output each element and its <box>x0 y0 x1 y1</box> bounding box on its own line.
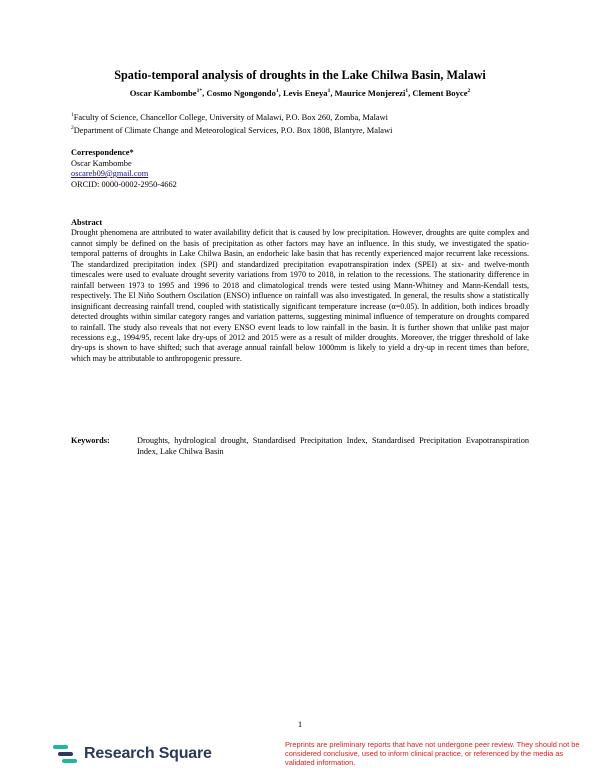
author-name: Clement Boyce <box>412 88 468 98</box>
keywords-text: Droughts, hydrological drought, Standardised Precipitation Index, Standardised Precipitation Evapotranspiration Index, Lake Chilwa Basin <box>137 436 529 456</box>
correspondence-name: Oscar Kambombe <box>71 158 132 168</box>
author-name: Maurice Monjerezi <box>334 88 406 98</box>
author-name: Cosmo Ngongondo <box>206 88 276 98</box>
abstract-text: Drought phenomena are attributed to water availability deficit that is caused by low precipitation. However, droughts are quite complex and cannot simply be defined on the basis of precipitation as other factors may have an influence. In this study, we investigated the spatio-temporal patterns of droughts in Lake Chilwa Basin, an endorheic lake basin that has recently experienced major recurrent lake recessions. The standardized precipitation index (SPI) and standardized precipitation evapotranspiration index (SPEI) at six- and twelve-month timescales were used to evaluate drought severity variations from 1970 to 2018, in relation to the recessions. The stationarity difference in rainfall between 1973 to 1995 and 1996 to 2018 and climatological trends were tested using Mann-Whitney and Mann-Kendall tests, respectively. The El Niño Southern Oscilation (ENSO) influence on rainfall was also investigated. In general, the results show a statistically insignificant decreasing rainfall trend, coupled with statistically significant temperature increase (α=0.05). In addition, both indices broadly detected droughts within similar category ranges and variation patterns, suggesting minimal influence of temperature on droughts compared to rainfall. The study also reveals that not every ENSO event leads to low rainfall in the basin. It is further shown that unlike past major recessions e.g., 1994/95, recent lake dry-ups of 2012 and 2015 were as a result of milder droughts. Moreover, the trigger threshold of lake dry-ups is shown to have shifted; such that average annual rainfall below 1000mm is likely to yield a dry-up in recent times than before, which may be attributable to anthropogenic pressure. <box>71 228 529 363</box>
correspondence-block <box>71 148 177 190</box>
correspondence-orcid: ORCID: 0000-0002-2950-4662 <box>71 179 177 189</box>
affiliation-text: Faculty of Science, Chancellor College, University of Malawi, P.O. Box 260, Zomba, Malawi <box>73 112 388 122</box>
author-list: Oscar Kambombe$^{1*}$, Cosmo Ngongondo$^1$, Levis Eneya$^1$, Maurice Monjerezi$^1$, Clement Boyce$^2$ <box>129 88 471 98</box>
affiliation-1 <box>71 112 388 122</box>
author-name: Levis Eneya <box>282 88 328 98</box>
paper-title: Spatio-temporal analysis of droughts in the Lake Chilwa Basin, Malawi <box>114 68 486 82</box>
abstract-section <box>71 218 529 364</box>
correspondence-heading: Correspondence* <box>71 148 134 157</box>
keywords-section <box>71 436 529 457</box>
author-affil-mark: 1 <box>405 88 409 95</box>
affiliation-2 <box>71 125 392 135</box>
author-affil-mark: 1* <box>196 88 203 95</box>
abstract-heading: Abstract <box>71 218 103 227</box>
author-affil-mark: 1 <box>327 88 331 95</box>
keywords-label: Keywords: <box>71 436 110 445</box>
affiliation-mark: 2 <box>71 125 74 131</box>
author-name: Oscar Kambombe <box>129 88 197 98</box>
research-square-logo-icon <box>52 743 78 765</box>
author-affil-mark: 1 <box>275 88 279 95</box>
preprint-notice: Preprints are preliminary reports that have not undergone peer review. They should not be considered conclusive, used to inform clinical practice, or referenced by the media as validated information. <box>285 740 580 767</box>
research-square-logo-text: Research Square <box>84 745 212 762</box>
author-affil-mark: 2 <box>467 88 471 95</box>
page-number: 1 <box>297 719 303 729</box>
affiliation-text: Department of Climate Change and Meteorological Services, P.O. Box 1808, Blantyre, Malawi <box>73 125 393 135</box>
research-square-logo[interactable] <box>52 741 212 767</box>
correspondence-email-link[interactable]: oscareb09@gmail.com <box>71 169 149 178</box>
affiliation-mark: 1 <box>71 112 74 118</box>
